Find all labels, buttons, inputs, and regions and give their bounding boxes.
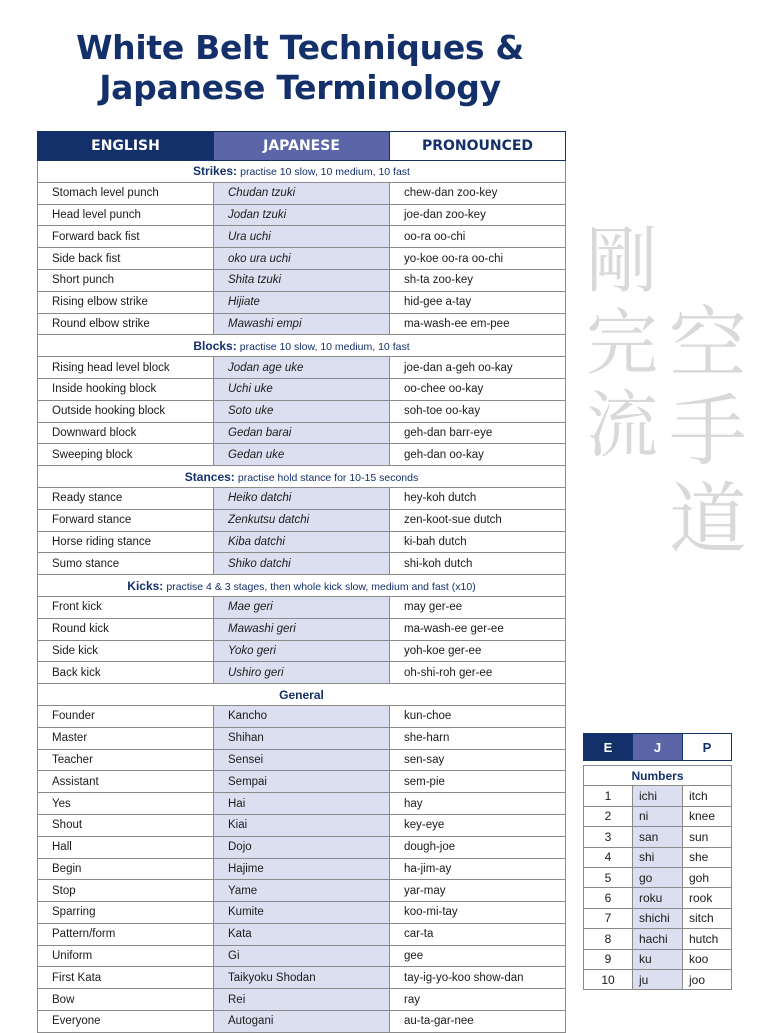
table-row <box>38 705 566 727</box>
japanese-cell: Ushiro geri <box>214 662 390 684</box>
number-english-cell: 3 <box>584 827 633 847</box>
english-cell: Shout <box>38 814 214 836</box>
pronounced-cell: ma-wash-ee ger-ee <box>390 618 566 640</box>
number-english-cell: 7 <box>584 908 633 928</box>
number-pronounced-cell: she <box>683 847 732 867</box>
terminology-table <box>37 131 566 1033</box>
english-cell: Forward stance <box>38 509 214 531</box>
header-pronounced: PRONOUNCED <box>390 132 566 161</box>
number-english-cell: 9 <box>584 949 633 969</box>
section-row <box>38 335 566 357</box>
pronounced-cell: ray <box>390 989 566 1011</box>
table-row <box>38 727 566 749</box>
calligraphy-left-column <box>582 220 662 466</box>
table-row <box>38 204 566 226</box>
japanese-cell: Gi <box>214 945 390 967</box>
japanese-cell: Taikyoku Shodan <box>214 967 390 989</box>
pronounced-cell: geh-dan oo-kay <box>390 444 566 466</box>
number-japanese-cell: shichi <box>633 908 683 928</box>
english-cell: Rising head level block <box>38 357 214 379</box>
section-row <box>38 161 566 183</box>
english-cell: Hall <box>38 836 214 858</box>
english-cell: Yes <box>38 793 214 815</box>
english-cell: Pattern/form <box>38 923 214 945</box>
numbers-header-row <box>584 734 732 761</box>
pronounced-cell: hey-koh dutch <box>390 487 566 509</box>
header-english: ENGLISH <box>38 132 214 161</box>
pronounced-cell: yo-koe oo-ra oo-chi <box>390 248 566 270</box>
pronounced-cell: hid-gee a-tay <box>390 291 566 313</box>
number-english-cell: 4 <box>584 847 633 867</box>
japanese-cell: Shihan <box>214 727 390 749</box>
header-japanese: JAPANESE <box>214 132 390 161</box>
number-pronounced-cell: knee <box>683 806 732 826</box>
section-title <box>38 466 566 488</box>
number-japanese-cell: roku <box>633 888 683 908</box>
english-cell: Ready stance <box>38 487 214 509</box>
japanese-cell: Mawashi empi <box>214 313 390 335</box>
english-cell: Uniform <box>38 945 214 967</box>
table-row <box>38 400 566 422</box>
section-name: Stances: <box>184 469 235 484</box>
section-title <box>38 335 566 357</box>
japanese-cell: Hijiate <box>214 291 390 313</box>
number-pronounced-cell: joo <box>683 969 732 989</box>
english-cell: Teacher <box>38 749 214 771</box>
table-row <box>38 248 566 270</box>
table-row <box>38 509 566 531</box>
english-cell: Inside hooking block <box>38 378 214 400</box>
numbers-row <box>584 949 732 969</box>
number-english-cell: 6 <box>584 888 633 908</box>
japanese-cell: Ura uchi <box>214 226 390 248</box>
section-note: practise hold stance for 10-15 seconds <box>237 471 419 484</box>
japanese-cell: Shita tzuki <box>214 269 390 291</box>
number-japanese-cell: hachi <box>633 929 683 949</box>
section-note: practise 4 & 3 stages, then whole kick slow, medium and fast (x10) <box>166 580 476 593</box>
pronounced-cell: oh-shi-roh ger-ee <box>390 662 566 684</box>
table-row <box>38 771 566 793</box>
english-cell: Downward block <box>38 422 214 444</box>
pronounced-cell: tay-ig-yo-koo show-dan <box>390 967 566 989</box>
pronounced-cell: yoh-koe ger-ee <box>390 640 566 662</box>
table-row <box>38 814 566 836</box>
japanese-cell: Dojo <box>214 836 390 858</box>
japanese-cell: Gedan barai <box>214 422 390 444</box>
title-line-2: Japanese Terminology <box>99 68 501 107</box>
table-row <box>38 357 566 379</box>
table-row <box>38 291 566 313</box>
japanese-cell: Mawashi geri <box>214 618 390 640</box>
number-pronounced-cell: itch <box>683 786 732 806</box>
pronounced-cell: joe-dan zoo-key <box>390 204 566 226</box>
number-pronounced-cell: sun <box>683 827 732 847</box>
numbers-row <box>584 847 732 867</box>
table-row <box>38 531 566 553</box>
table-row <box>38 422 566 444</box>
pronounced-cell: chew-dan zoo-key <box>390 182 566 204</box>
numbers-body <box>584 761 732 990</box>
japanese-cell: Jodan tzuki <box>214 204 390 226</box>
pronounced-cell: geh-dan barr-eye <box>390 422 566 444</box>
english-cell: Side back fist <box>38 248 214 270</box>
japanese-cell: Hajime <box>214 858 390 880</box>
section-title <box>38 575 566 597</box>
table-row <box>38 182 566 204</box>
english-cell: Short punch <box>38 269 214 291</box>
japanese-cell: Autogani <box>214 1011 390 1033</box>
number-pronounced-cell: hutch <box>683 929 732 949</box>
japanese-cell: Kata <box>214 923 390 945</box>
calligraphy-char: 道 <box>668 475 747 565</box>
japanese-cell: Yame <box>214 880 390 902</box>
japanese-cell: Sempai <box>214 771 390 793</box>
japanese-cell: oko ura uchi <box>214 248 390 270</box>
number-japanese-cell: shi <box>633 847 683 867</box>
english-cell: Stomach level punch <box>38 182 214 204</box>
english-cell: Outside hooking block <box>38 400 214 422</box>
number-japanese-cell: ichi <box>633 786 683 806</box>
section-name: Strikes: <box>193 164 238 179</box>
table-row <box>38 553 566 575</box>
english-cell: Everyone <box>38 1011 214 1033</box>
calligraphy-char: 手 <box>668 387 747 477</box>
table-row <box>38 902 566 924</box>
section-note: practise 10 slow, 10 medium, 10 fast <box>239 340 410 353</box>
table-row <box>38 313 566 335</box>
number-english-cell: 10 <box>584 969 633 989</box>
number-pronounced-cell: sitch <box>683 908 732 928</box>
english-cell: Sweeping block <box>38 444 214 466</box>
numbers-section-title: Numbers <box>584 766 732 786</box>
pronounced-cell: gee <box>390 945 566 967</box>
japanese-cell: Kiai <box>214 814 390 836</box>
table-row <box>38 662 566 684</box>
english-cell: Master <box>38 727 214 749</box>
pronounced-cell: oo-ra oo-chi <box>390 226 566 248</box>
header-row <box>38 132 566 161</box>
pronounced-cell: oo-chee oo-kay <box>390 378 566 400</box>
japanese-cell: Mae geri <box>214 596 390 618</box>
pronounced-cell: ki-bah dutch <box>390 531 566 553</box>
section-row <box>38 684 566 706</box>
pronounced-cell: joe-dan a-geh oo-kay <box>390 357 566 379</box>
pronounced-cell: soh-toe oo-kay <box>390 400 566 422</box>
english-cell: Rising elbow strike <box>38 291 214 313</box>
pronounced-cell: sen-say <box>390 749 566 771</box>
pronounced-cell: sh-ta zoo-key <box>390 269 566 291</box>
section-name: Blocks: <box>193 338 237 353</box>
pronounced-cell: kun-choe <box>390 705 566 727</box>
japanese-cell: Hai <box>214 793 390 815</box>
english-cell: Head level punch <box>38 204 214 226</box>
english-cell: Front kick <box>38 596 214 618</box>
section-name: Kicks: <box>127 578 164 593</box>
english-cell: Begin <box>38 858 214 880</box>
english-cell: Horse riding stance <box>38 531 214 553</box>
japanese-cell: Soto uke <box>214 400 390 422</box>
numbers-header-j: J <box>633 734 683 761</box>
section-title <box>38 161 566 183</box>
table-row <box>38 487 566 509</box>
calligraphy-char: 空 <box>668 299 747 389</box>
table-row <box>38 989 566 1011</box>
calligraphy-char: 剛 <box>585 219 658 303</box>
english-cell: Sparring <box>38 902 214 924</box>
numbers-row <box>584 888 732 908</box>
english-cell: Sumo stance <box>38 553 214 575</box>
table-row <box>38 618 566 640</box>
japanese-cell: Shiko datchi <box>214 553 390 575</box>
table-row <box>38 793 566 815</box>
number-pronounced-cell: goh <box>683 867 732 887</box>
pronounced-cell: may ger-ee <box>390 596 566 618</box>
numbers-row <box>584 908 732 928</box>
number-english-cell: 2 <box>584 806 633 826</box>
number-english-cell: 5 <box>584 867 633 887</box>
section-title <box>38 684 566 706</box>
japanese-cell: Zenkutsu datchi <box>214 509 390 531</box>
english-cell: First Kata <box>38 967 214 989</box>
table-row <box>38 945 566 967</box>
japanese-cell: Kancho <box>214 705 390 727</box>
pronounced-cell: zen-koot-sue dutch <box>390 509 566 531</box>
number-english-cell: 8 <box>584 929 633 949</box>
calligraphy-char: 流 <box>585 383 658 467</box>
english-cell: Assistant <box>38 771 214 793</box>
number-japanese-cell: ku <box>633 949 683 969</box>
number-japanese-cell: ni <box>633 806 683 826</box>
numbers-header-p: P <box>683 734 732 761</box>
calligraphy-right-column <box>668 300 748 564</box>
japanese-cell: Heiko datchi <box>214 487 390 509</box>
numbers-row <box>584 867 732 887</box>
calligraphy-char: 完 <box>585 301 658 385</box>
numbers-row <box>584 969 732 989</box>
english-cell: Forward back fist <box>38 226 214 248</box>
numbers-row <box>584 806 732 826</box>
table-row <box>38 923 566 945</box>
numbers-table <box>583 733 732 990</box>
japanese-cell: Rei <box>214 989 390 1011</box>
japanese-cell: Jodan age uke <box>214 357 390 379</box>
pronounced-cell: hay <box>390 793 566 815</box>
japanese-cell: Kumite <box>214 902 390 924</box>
number-pronounced-cell: rook <box>683 888 732 908</box>
number-japanese-cell: go <box>633 867 683 887</box>
japanese-cell: Chudan tzuki <box>214 182 390 204</box>
japanese-cell: Yoko geri <box>214 640 390 662</box>
english-cell: Founder <box>38 705 214 727</box>
japanese-cell: Kiba datchi <box>214 531 390 553</box>
english-cell: Round elbow strike <box>38 313 214 335</box>
section-row <box>38 466 566 488</box>
section-name: General <box>279 687 324 702</box>
numbers-row <box>584 827 732 847</box>
number-japanese-cell: san <box>633 827 683 847</box>
number-pronounced-cell: koo <box>683 949 732 969</box>
section-note: practise 10 slow, 10 medium, 10 fast <box>240 166 410 179</box>
page-title <box>0 28 600 108</box>
numbers-header-e: E <box>584 734 633 761</box>
numbers-row <box>584 929 732 949</box>
pronounced-cell: ma-wash-ee em-pee <box>390 313 566 335</box>
pronounced-cell: sem-pie <box>390 771 566 793</box>
japanese-cell: Gedan uke <box>214 444 390 466</box>
table-row <box>38 836 566 858</box>
title-line-1: White Belt Techniques & <box>76 28 524 67</box>
japanese-cell: Sensei <box>214 749 390 771</box>
pronounced-cell: dough-joe <box>390 836 566 858</box>
english-cell: Side kick <box>38 640 214 662</box>
pronounced-cell: shi-koh dutch <box>390 553 566 575</box>
numbers-section-row <box>584 766 732 786</box>
pronounced-cell: au-ta-gar-nee <box>390 1011 566 1033</box>
english-cell: Stop <box>38 880 214 902</box>
english-cell: Bow <box>38 989 214 1011</box>
number-english-cell: 1 <box>584 786 633 806</box>
pronounced-cell: yar-may <box>390 880 566 902</box>
table-row <box>38 1011 566 1033</box>
number-japanese-cell: ju <box>633 969 683 989</box>
pronounced-cell: car-ta <box>390 923 566 945</box>
table-row <box>38 967 566 989</box>
table-row <box>38 269 566 291</box>
pronounced-cell: she-harn <box>390 727 566 749</box>
table-row <box>38 226 566 248</box>
table-row <box>38 880 566 902</box>
numbers-row <box>584 786 732 806</box>
table-row <box>38 640 566 662</box>
table-row <box>38 596 566 618</box>
english-cell: Back kick <box>38 662 214 684</box>
table-row <box>38 444 566 466</box>
table-row <box>38 858 566 880</box>
terminology-body <box>38 161 566 1033</box>
table-row <box>38 378 566 400</box>
section-row <box>38 575 566 597</box>
english-cell: Round kick <box>38 618 214 640</box>
table-row <box>38 749 566 771</box>
pronounced-cell: ha-jim-ay <box>390 858 566 880</box>
japanese-cell: Uchi uke <box>214 378 390 400</box>
pronounced-cell: koo-mi-tay <box>390 902 566 924</box>
pronounced-cell: key-eye <box>390 814 566 836</box>
